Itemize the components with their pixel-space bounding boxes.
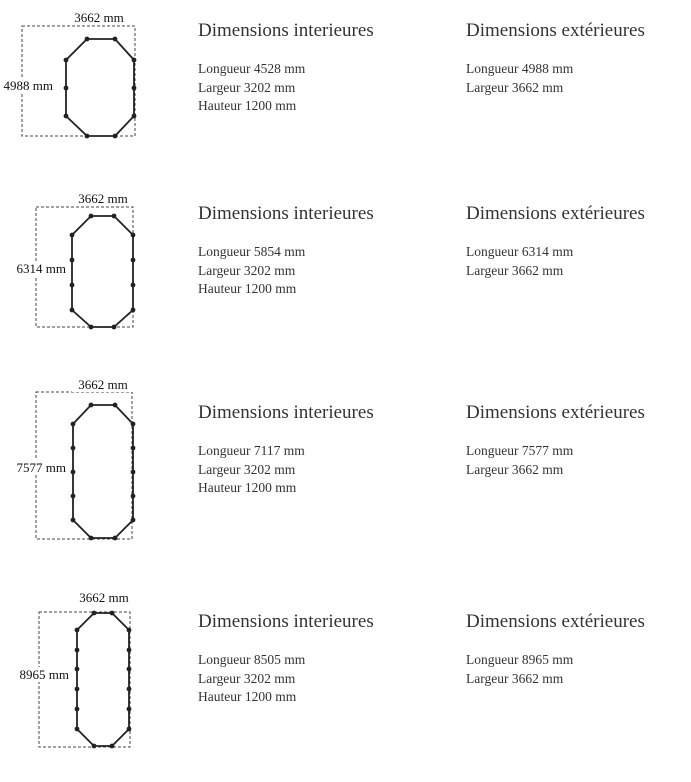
interior-width: Largeur 3202 mm	[198, 262, 296, 278]
product-row-2	[0, 183, 691, 333]
octagon-diagram-svg-1	[0, 0, 191, 150]
octagon-outline	[72, 216, 133, 327]
interior-dimensions-3	[198, 402, 374, 498]
interior-height: Hauteur 1200 mm	[198, 281, 297, 296]
octagon-outline	[77, 613, 129, 746]
octagon-vertices	[71, 403, 136, 541]
interior-dimensions-2	[198, 203, 374, 299]
exterior-dimensions-4	[466, 611, 645, 688]
length-label: 4988 mm	[3, 78, 53, 93]
exterior-title: Dimensions extérieures	[466, 611, 645, 632]
interior-width: Largeur 3202 mm	[198, 670, 296, 686]
exterior-dimensions-1	[466, 20, 645, 97]
width-label: 3662 mm	[78, 191, 128, 206]
exterior-width: Largeur 3662 mm	[466, 670, 564, 686]
interior-length: Longueur 5854 mm	[198, 244, 306, 259]
octagon-diagram-svg-4	[0, 585, 191, 780]
interior-height: Hauteur 1200 mm	[198, 689, 297, 704]
interior-title: Dimensions interieures	[198, 402, 374, 423]
octagon-diagram-3	[0, 372, 191, 547]
exterior-dimensions-2	[466, 203, 645, 280]
width-label: 3662 mm	[79, 590, 129, 605]
product-row-1	[0, 0, 691, 150]
exterior-length: Longueur 7577 mm	[466, 443, 574, 458]
product-row-3	[0, 372, 691, 547]
interior-length: Longueur 8505 mm	[198, 652, 306, 667]
exterior-width: Largeur 3662 mm	[466, 262, 564, 278]
exterior-title: Dimensions extérieures	[466, 20, 645, 41]
octagon-outline	[66, 39, 134, 136]
interior-dimensions-4	[198, 611, 374, 707]
exterior-title: Dimensions extérieures	[466, 402, 645, 423]
interior-height: Hauteur 1200 mm	[198, 480, 297, 495]
length-label: 8965 mm	[19, 667, 69, 682]
octagon-vertices	[70, 214, 136, 330]
interior-title: Dimensions interieures	[198, 20, 374, 41]
exterior-width: Largeur 3662 mm	[466, 79, 564, 95]
interior-title: Dimensions interieures	[198, 611, 374, 632]
length-label: 6314 mm	[16, 261, 66, 276]
octagon-diagram-svg-3	[0, 372, 191, 547]
width-label: 3662 mm	[78, 377, 128, 392]
exterior-length: Longueur 6314 mm	[466, 244, 574, 259]
product-row-4	[0, 585, 691, 780]
octagon-vertices	[75, 611, 132, 749]
interior-length: Longueur 4528 mm	[198, 61, 306, 76]
exterior-dimensions-3	[466, 402, 645, 479]
exterior-length: Longueur 4988 mm	[466, 61, 574, 76]
exterior-title: Dimensions extérieures	[466, 203, 645, 224]
octagon-diagram-1	[0, 0, 191, 150]
interior-title: Dimensions interieures	[198, 203, 374, 224]
length-label: 7577 mm	[16, 460, 66, 475]
interior-dimensions-1	[198, 20, 374, 116]
octagon-diagram-4	[0, 585, 191, 780]
interior-height: Hauteur 1200 mm	[198, 98, 297, 113]
interior-width: Largeur 3202 mm	[198, 461, 296, 477]
octagon-outline	[73, 405, 133, 538]
exterior-length: Longueur 8965 mm	[466, 652, 574, 667]
exterior-width: Largeur 3662 mm	[466, 461, 564, 477]
octagon-diagram-svg-2	[0, 183, 191, 333]
width-label: 3662 mm	[74, 10, 124, 25]
octagon-diagram-2	[0, 183, 191, 333]
interior-width: Largeur 3202 mm	[198, 79, 296, 95]
interior-length: Longueur 7117 mm	[198, 443, 305, 458]
